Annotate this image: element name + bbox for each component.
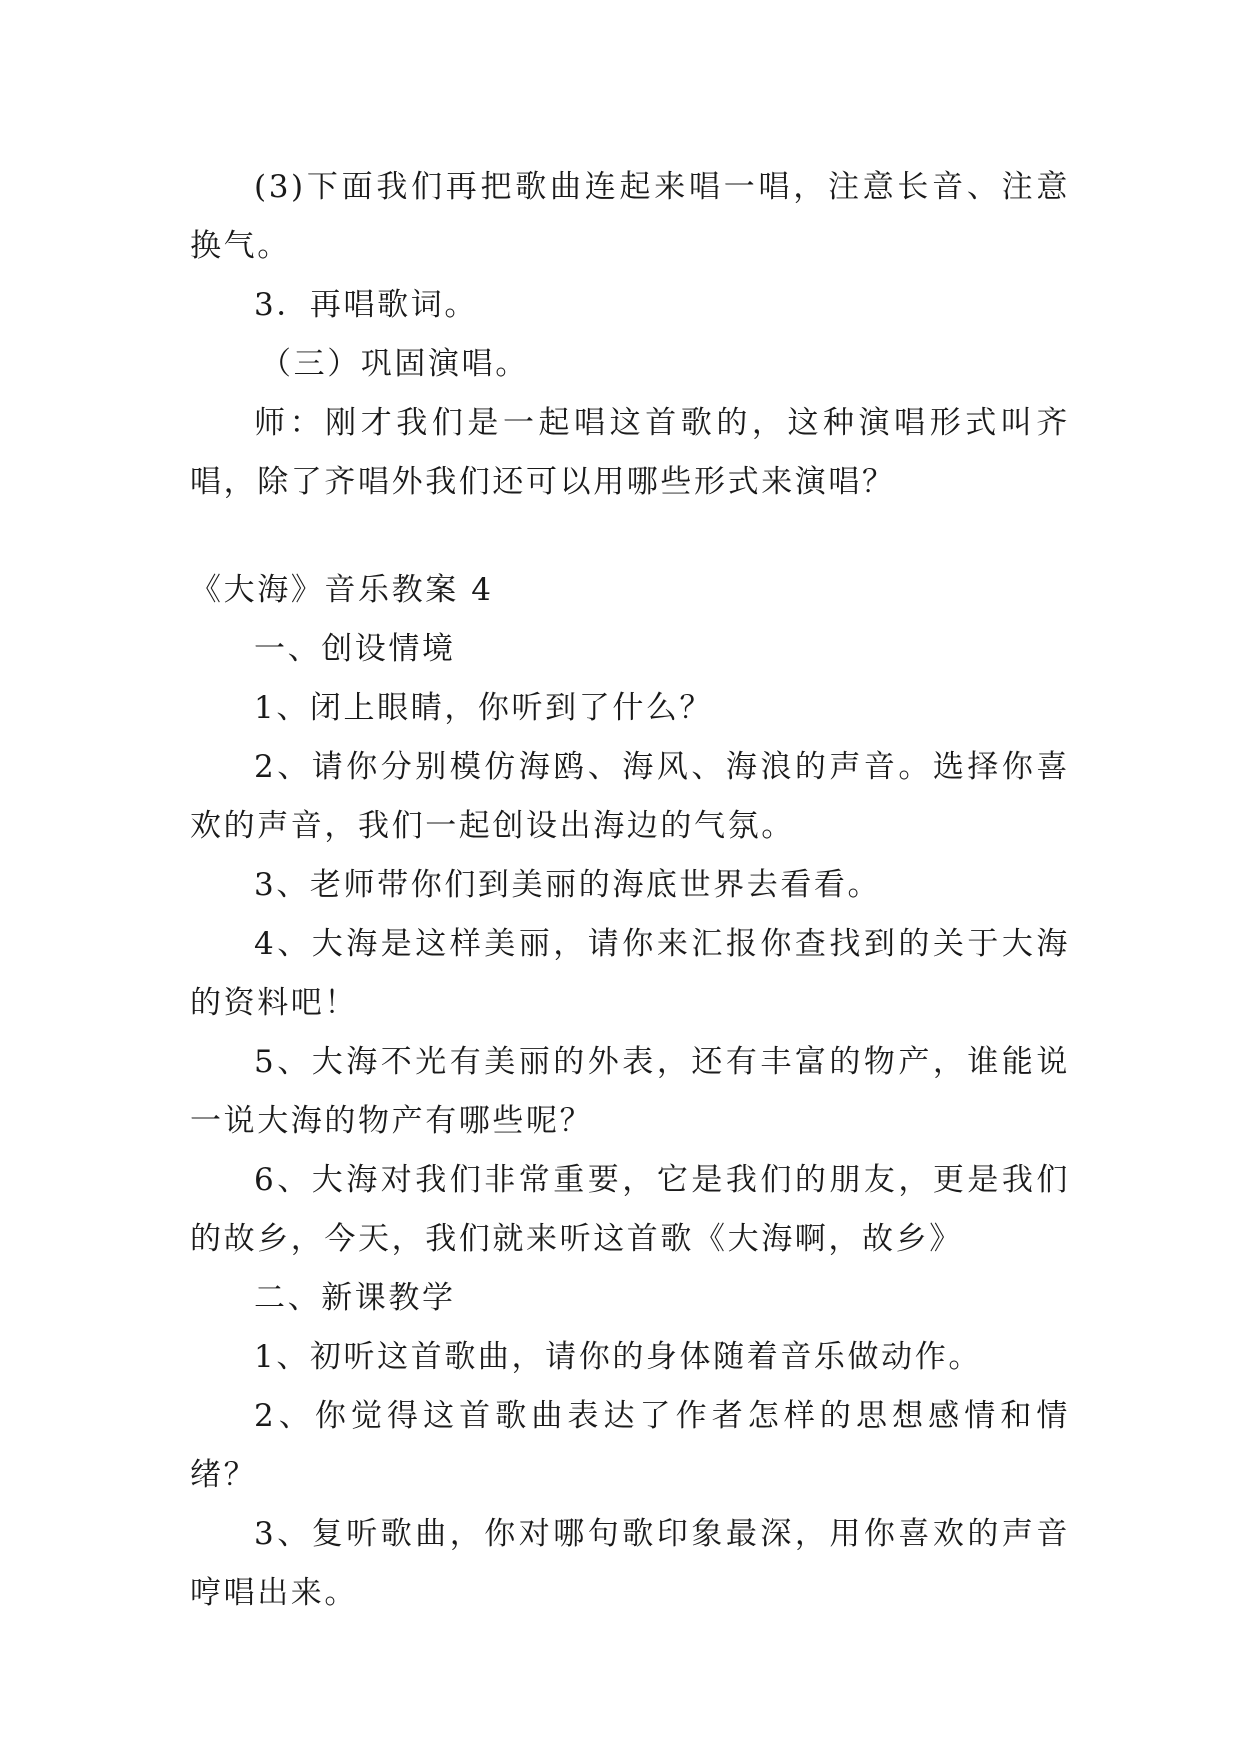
paragraph-consolidate-heading: （三）巩固演唱。 — [260, 346, 529, 382]
list-item: 5、大海不光有美丽的外表，还有丰富的物产，谁能说一说大海的物产有哪些呢？ — [190, 1044, 1070, 1139]
list-item: 3、老师带你们到美丽的海底世界去看看。 — [254, 867, 882, 903]
document-body — [190, 158, 1070, 1623]
list-item: 6、大海对我们非常重要，它是我们的朋友，更是我们的故乡，今天，我们就来听这首歌《大海啊，故乡》 — [190, 1162, 1070, 1257]
heading-new-lesson: 二、新课教学 — [254, 1280, 456, 1316]
paragraph-sing-lyrics: 3．再唱歌词。 — [254, 287, 478, 323]
list-item: 3、复听歌曲，你对哪句歌印象最深，用你喜欢的声音哼唱出来。 — [190, 1516, 1070, 1611]
heading-create-scene: 一、创设情境 — [254, 631, 456, 667]
section-title: 《大海》音乐教案 4 — [190, 572, 494, 608]
list-item: 2、请你分别模仿海鸥、海风、海浪的声音。选择你喜欢的声音，我们一起创设出海边的气氛。 — [190, 749, 1070, 844]
list-item: 1、闭上眼睛，你听到了什么？ — [254, 690, 714, 726]
list-item: 2、你觉得这首歌曲表达了作者怎样的思想感情和情绪？ — [190, 1398, 1070, 1493]
list-item: 1、初听这首歌曲，请你的身体随着音乐做动作。 — [254, 1339, 982, 1375]
paragraph-sing-connected: (3)下面我们再把歌曲连起来唱一唱，注意长音、注意换气。 — [190, 169, 1070, 264]
list-item: 4、大海是这样美丽，请你来汇报你查找到的关于大海的资料吧！ — [190, 926, 1070, 1021]
paragraph-teacher-question: 师：刚才我们是一起唱这首歌的，这种演唱形式叫齐唱，除了齐唱外我们还可以用哪些形式来演唱？ — [190, 405, 1070, 500]
